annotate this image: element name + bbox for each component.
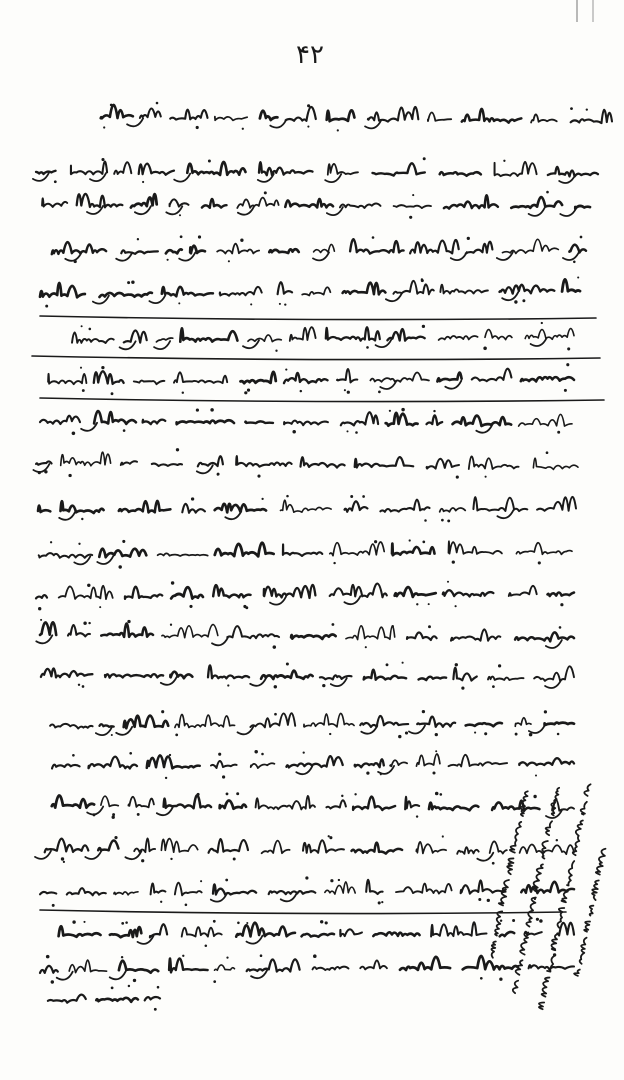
handwritten-line bbox=[40, 953, 574, 984]
handwritten-line bbox=[52, 792, 574, 819]
handwritten-line bbox=[52, 235, 586, 263]
page-number: ۴۲ bbox=[296, 40, 324, 70]
underline-stroke bbox=[40, 316, 596, 320]
underline-stroke bbox=[32, 356, 600, 360]
handwritten-line bbox=[33, 448, 578, 479]
handwritten-line bbox=[40, 408, 572, 435]
handwritten-line bbox=[33, 157, 598, 183]
margin-note-line bbox=[574, 848, 607, 976]
margin-note-line bbox=[538, 783, 592, 1009]
underline-stroke bbox=[40, 910, 566, 914]
handwritten-line bbox=[36, 619, 574, 649]
underline-stroke bbox=[40, 398, 604, 402]
handwritten-line bbox=[38, 495, 576, 523]
handwritten-line bbox=[35, 835, 574, 865]
handwritten-line bbox=[52, 750, 574, 779]
handwritten-line bbox=[40, 276, 580, 307]
handwritten-line bbox=[48, 363, 574, 395]
handwritten-line bbox=[50, 710, 574, 738]
handwritten-line bbox=[36, 581, 574, 611]
handwritten-line bbox=[42, 191, 590, 219]
handwritten-line bbox=[40, 876, 574, 906]
handwritten-line bbox=[72, 322, 574, 352]
handwritten-line bbox=[39, 539, 572, 568]
handwritten-line bbox=[41, 662, 574, 690]
handwritten-line bbox=[101, 102, 612, 132]
handwritten-line bbox=[48, 985, 160, 1011]
